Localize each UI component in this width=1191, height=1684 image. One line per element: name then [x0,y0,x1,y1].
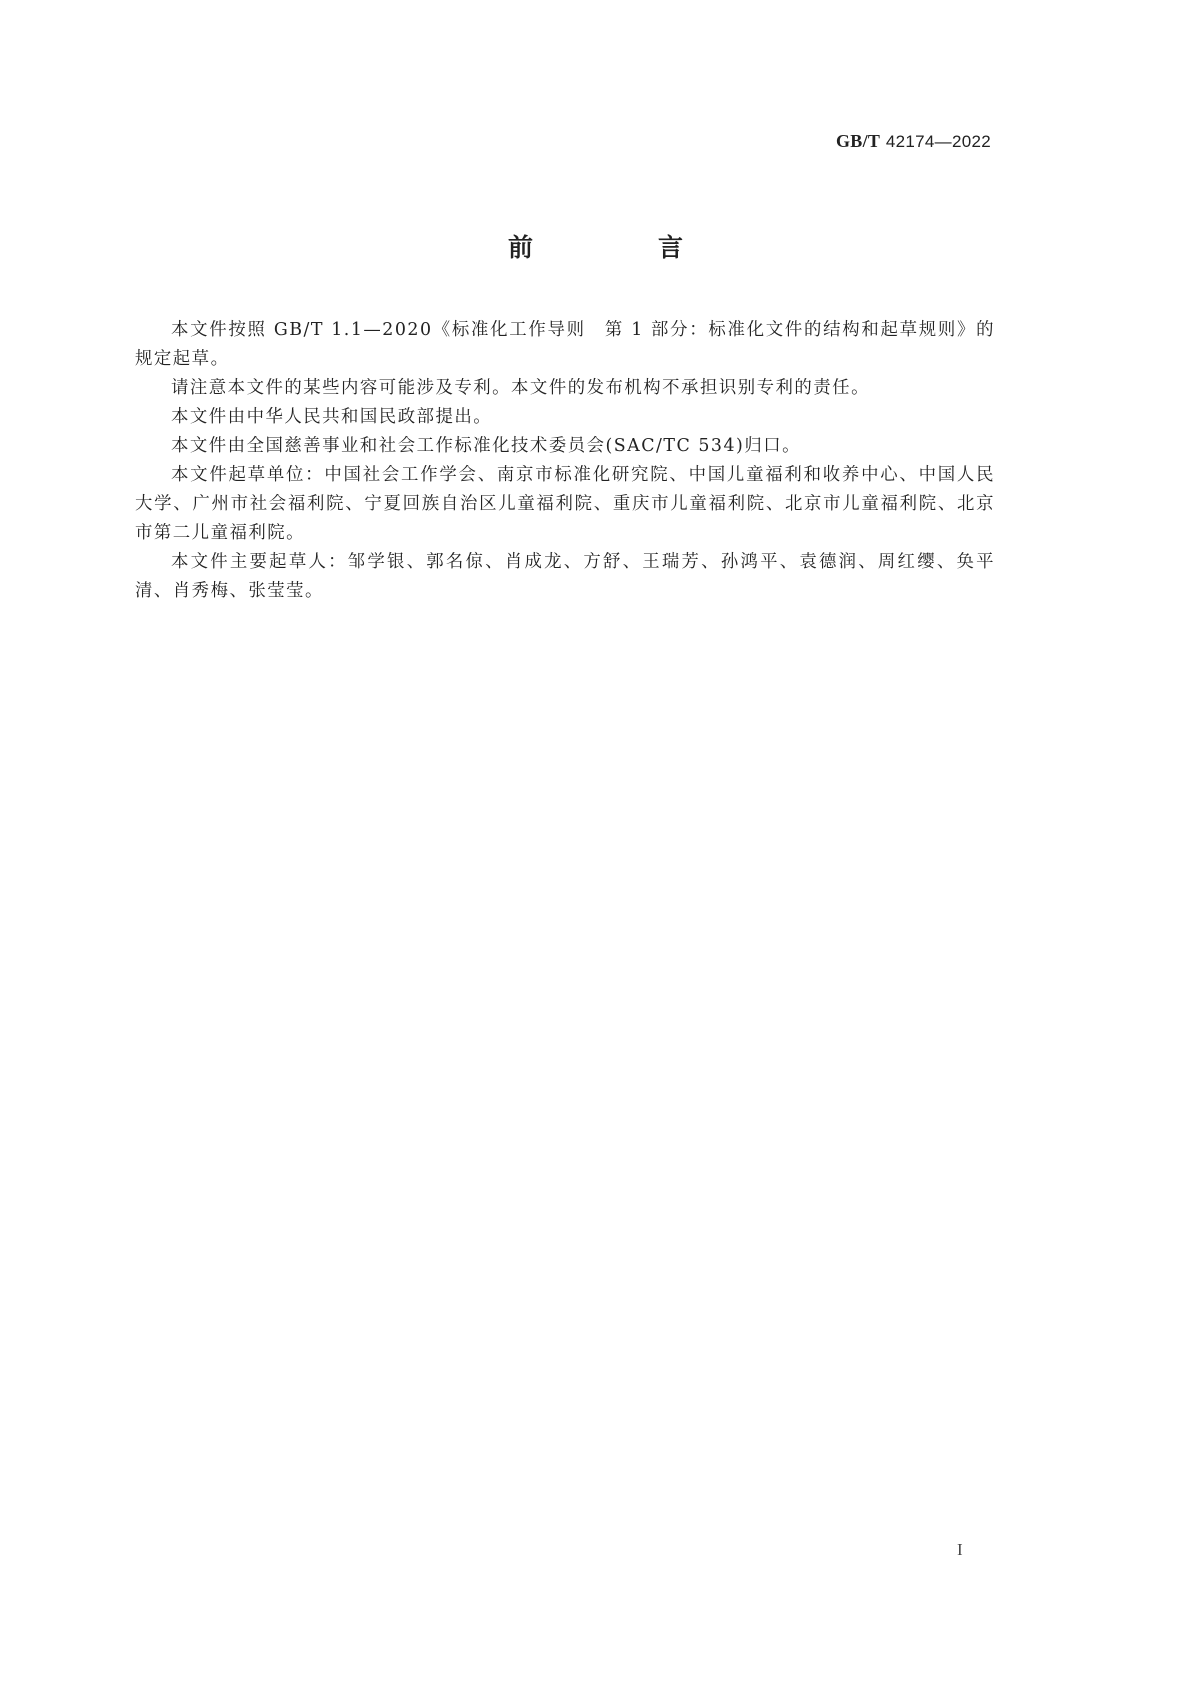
paragraph-drafting-organizations: 本文件起草单位：中国社会工作学会、南京市标准化研究院、中国儿童福利和收养中心、中国人民大学、广州市社会福利院、宁夏回族自治区儿童福利院、重庆市儿童福利院、北京市儿童福利院、北京市第二儿童福利院。 [135,465,995,543]
standard-code [836,131,991,152]
paragraph-drafting-rules: 本文件按照 GB/T 1.1—2020《标准化工作导则 第 1 部分：标准化文件的结构和起草规则》的规定起草。 [135,320,995,369]
paragraph-patent-notice: 请注意本文件的某些内容可能涉及专利。本文件的发布机构不承担识别专利的责任。 [171,378,870,398]
document-body [135,316,995,606]
paragraph-main-drafters: 本文件主要起草人：邹学银、郭名倞、肖成龙、方舒、王瑞芳、孙鸿平、袁德润、周红缨、奂平清、肖秀梅、张莹莹。 [135,552,995,601]
page-title: 前 言 [507,233,733,262]
standard-prefix: GB/T [835,131,881,151]
paragraph-proposed-by: 本文件由中华人民共和国民政部提出。 [171,407,493,427]
page-number: I [957,1540,963,1559]
paragraph-administered-by: 本文件由全国慈善事业和社会工作标准化技术委员会(SAC/TC 534)归口。 [171,436,801,456]
standard-number: 42174—2022 [885,132,991,151]
